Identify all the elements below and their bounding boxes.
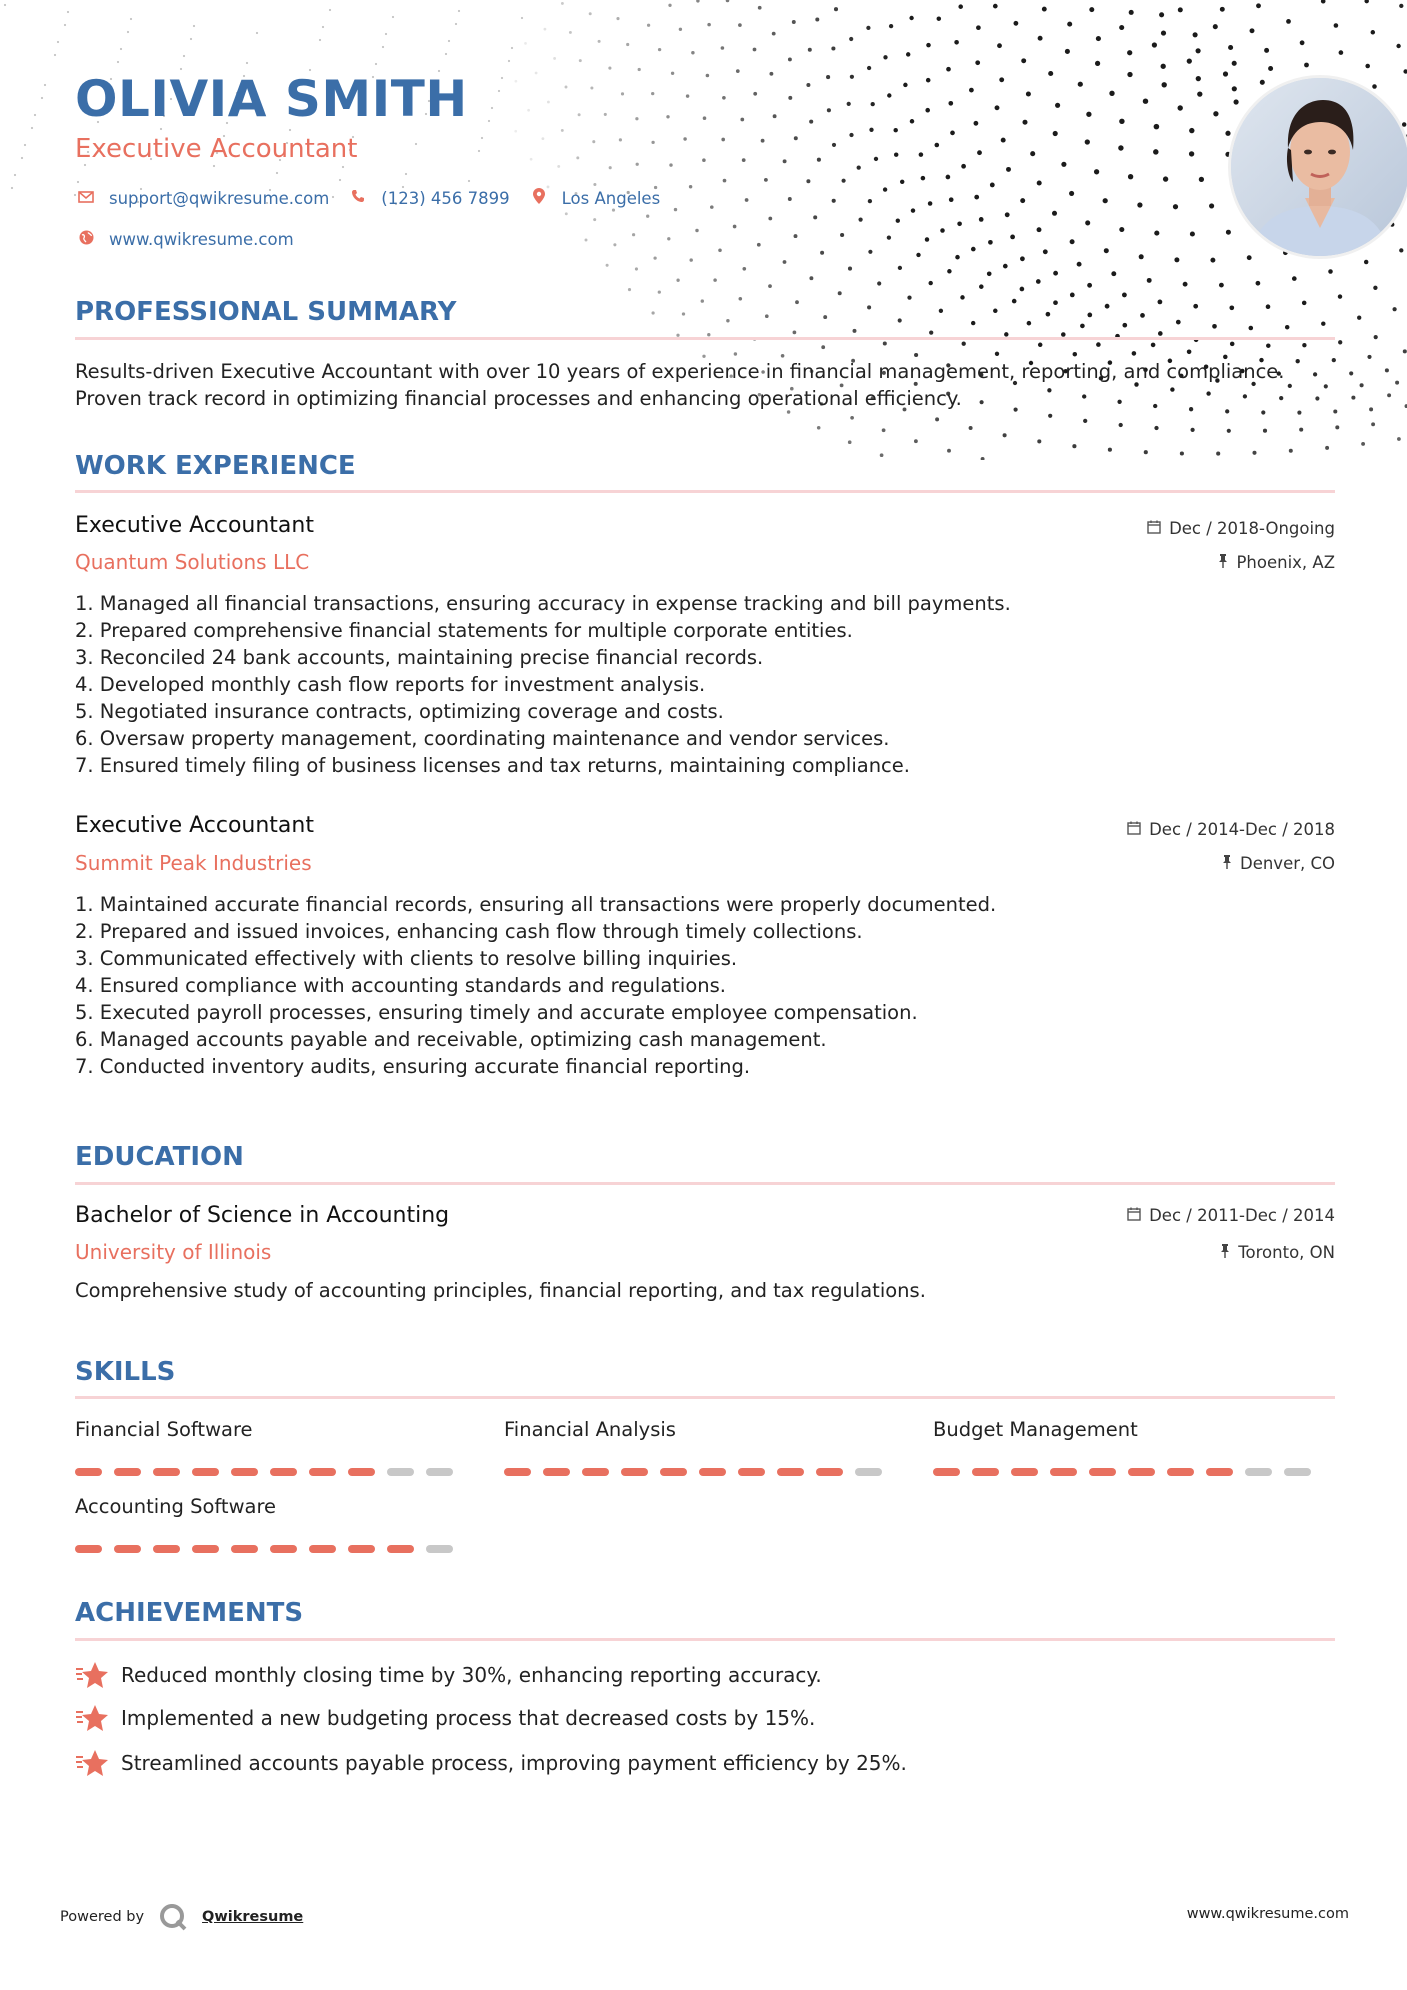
job-dates <box>1147 519 1335 538</box>
skills-heading: SKILLS <box>75 1357 176 1387</box>
footer-powered-by <box>60 1902 303 1932</box>
location-text: Los Angeles <box>561 188 661 208</box>
list-item: 6. Managed accounts payable and receivable, optimizing cash management. <box>75 1028 827 1051</box>
phone-number[interactable]: (123) 456 7899 <box>381 188 510 208</box>
achievement-item <box>75 1703 815 1733</box>
education-dates <box>1127 1206 1335 1225</box>
job-location <box>1218 553 1335 572</box>
achievement-text: Streamlined accounts payable process, improving payment efficiency by 25%. <box>121 1751 907 1775</box>
skill-name: Accounting Software <box>75 1495 277 1518</box>
list-item: 4. Developed monthly cash flow reports for investment analysis. <box>75 673 706 696</box>
section-divider <box>75 1638 1335 1641</box>
achievements-heading: ACHIEVEMENTS <box>75 1598 304 1628</box>
skill-segment-filled <box>153 1468 180 1476</box>
skill-level-bar <box>933 1468 1311 1476</box>
achievement-item <box>75 1660 822 1690</box>
skill-segment-filled <box>1011 1468 1038 1476</box>
skill-segment-filled <box>933 1468 960 1476</box>
job-dates-text: Dec / 2014-Dec / 2018 <box>1149 820 1335 839</box>
phone-icon <box>347 189 369 207</box>
skill-segment-filled <box>816 1468 843 1476</box>
skill-segment-filled <box>348 1545 375 1553</box>
footer-url[interactable]: www.qwikresume.com <box>1186 1906 1349 1922</box>
star-icon <box>75 1748 109 1778</box>
education-description: Comprehensive study of accounting principles, financial reporting, and tax regulations. <box>75 1279 926 1302</box>
education-location-text: Toronto, ON <box>1238 1243 1335 1262</box>
candidate-title: Executive Accountant <box>75 134 358 164</box>
skill-segment-filled <box>1089 1468 1116 1476</box>
brand-link[interactable]: Qwikresume <box>202 1909 304 1925</box>
list-item: 7. Conducted inventory audits, ensuring accurate financial reporting. <box>75 1055 751 1078</box>
profile-photo <box>1228 75 1407 259</box>
skill-level-bar <box>504 1468 882 1476</box>
section-divider <box>75 337 1335 340</box>
skill-segment-filled <box>75 1545 102 1553</box>
envelope-icon <box>75 189 97 207</box>
experience-heading: WORK EXPERIENCE <box>75 451 356 481</box>
achievement-text: Implemented a new budgeting process that decreased costs by 15%. <box>121 1706 816 1730</box>
list-item: 3. Reconciled 24 bank accounts, maintaining precise financial records. <box>75 646 764 669</box>
skill-segment-filled <box>231 1545 258 1553</box>
calendar-icon <box>1127 1207 1141 1225</box>
list-item: 5. Executed payroll processes, ensuring timely and accurate employee compensation. <box>75 1001 918 1024</box>
skill-segment-empty <box>855 1468 882 1476</box>
skill-segment-empty <box>426 1468 453 1476</box>
map-pin-icon <box>528 188 550 208</box>
skill-segment-filled <box>114 1468 141 1476</box>
skill-segment-filled <box>972 1468 999 1476</box>
summary-text: Results-driven Executive Accountant with over 10 years of experience in financial management, reporting, and compliance. Proven track record in optimizing financial processes and enhancing operational efficiency. <box>75 360 1285 410</box>
list-item: 6. Oversaw property management, coordinating maintenance and vendor services. <box>75 727 890 750</box>
duty-list <box>75 590 1315 779</box>
website-link[interactable]: www.qwikresume.com <box>109 230 294 249</box>
job-title: Executive Accountant <box>75 813 314 838</box>
list-item: 4. Ensured compliance with accounting standards and regulations. <box>75 974 726 997</box>
job-location <box>1222 854 1335 873</box>
skill-segment-filled <box>270 1468 297 1476</box>
skill-segment-filled <box>660 1468 687 1476</box>
skill-segment-filled <box>270 1545 297 1553</box>
list-item: 1. Managed all financial transactions, ensuring accuracy in expense tracking and bill payments. <box>75 592 1011 615</box>
company-name: Summit Peak Industries <box>75 851 312 875</box>
skill-segment-filled <box>192 1545 219 1553</box>
list-item: 2. Prepared and issued invoices, enhancing cash flow through timely collections. <box>75 920 863 943</box>
skill-segment-empty <box>1284 1468 1311 1476</box>
skill-segment-filled <box>699 1468 726 1476</box>
education-dates-text: Dec / 2011-Dec / 2014 <box>1149 1206 1335 1225</box>
skill-segment-filled <box>543 1468 570 1476</box>
skill-segment-filled <box>738 1468 765 1476</box>
skill-name: Financial Analysis <box>504 1418 676 1441</box>
star-icon <box>75 1703 109 1733</box>
email-link[interactable]: support@qwikresume.com <box>109 188 330 208</box>
pushpin-icon <box>1218 554 1228 572</box>
pushpin-icon <box>1220 1244 1230 1262</box>
skill-segment-filled <box>621 1468 648 1476</box>
skill-segment-filled <box>192 1468 219 1476</box>
skill-segment-filled <box>1206 1468 1233 1476</box>
skill-level-bar <box>75 1545 453 1553</box>
section-divider <box>75 490 1335 493</box>
skill-segment-empty <box>1245 1468 1272 1476</box>
skill-segment-filled <box>114 1545 141 1553</box>
globe-icon <box>75 230 97 249</box>
pushpin-icon <box>1222 855 1232 873</box>
skill-segment-filled <box>1128 1468 1155 1476</box>
job-dates <box>1127 820 1335 839</box>
skill-segment-filled <box>309 1468 336 1476</box>
skill-segment-filled <box>1050 1468 1077 1476</box>
list-item: 7. Ensured timely filing of business licenses and tax returns, maintaining compliance. <box>75 754 910 777</box>
duty-list <box>75 891 1315 1080</box>
skill-level-bar <box>75 1468 453 1476</box>
job-title: Executive Accountant <box>75 513 314 538</box>
powered-by-label: Powered by <box>60 1909 145 1925</box>
contact-row <box>75 188 660 208</box>
skill-segment-filled <box>582 1468 609 1476</box>
qwikresume-logo-icon <box>158 1902 188 1932</box>
calendar-icon <box>1147 520 1161 538</box>
job-location-text: Denver, CO <box>1239 854 1335 873</box>
achievement-text: Reduced monthly closing time by 30%, enhancing reporting accuracy. <box>121 1663 822 1687</box>
website-row <box>75 230 294 249</box>
skill-segment-filled <box>777 1468 804 1476</box>
education-heading: EDUCATION <box>75 1142 244 1172</box>
star-icon <box>75 1660 109 1690</box>
section-divider <box>75 1396 1335 1399</box>
job-location-text: Phoenix, AZ <box>1236 553 1335 572</box>
skill-segment-empty <box>387 1468 414 1476</box>
section-divider <box>75 1182 1335 1185</box>
skill-segment-empty <box>426 1545 453 1553</box>
company-name: Quantum Solutions LLC <box>75 550 310 574</box>
achievement-item <box>75 1748 907 1778</box>
skill-segment-filled <box>75 1468 102 1476</box>
skill-segment-filled <box>387 1545 414 1553</box>
list-item: 5. Negotiated insurance contracts, optimizing coverage and costs. <box>75 700 724 723</box>
skill-name: Financial Software <box>75 1418 253 1441</box>
list-item: 3. Communicated effectively with clients to resolve billing inquiries. <box>75 947 738 970</box>
school-name: University of Illinois <box>75 1240 272 1264</box>
list-item: 1. Maintained accurate financial records, ensuring all transactions were properly documented. <box>75 893 997 916</box>
job-dates-text: Dec / 2018-Ongoing <box>1169 519 1335 538</box>
summary-heading: PROFESSIONAL SUMMARY <box>75 297 457 327</box>
skill-segment-filled <box>153 1545 180 1553</box>
skill-segment-filled <box>348 1468 375 1476</box>
candidate-name: OLIVIA SMITH <box>75 70 468 128</box>
degree-title: Bachelor of Science in Accounting <box>75 1203 450 1228</box>
skill-segment-filled <box>1167 1468 1194 1476</box>
skill-segment-filled <box>309 1545 336 1553</box>
education-location <box>1220 1243 1335 1262</box>
skill-name: Budget Management <box>933 1418 1138 1441</box>
calendar-icon <box>1127 821 1141 839</box>
skill-segment-filled <box>231 1468 258 1476</box>
skill-segment-filled <box>504 1468 531 1476</box>
list-item: 2. Prepared comprehensive financial statements for multiple corporate entities. <box>75 619 853 642</box>
